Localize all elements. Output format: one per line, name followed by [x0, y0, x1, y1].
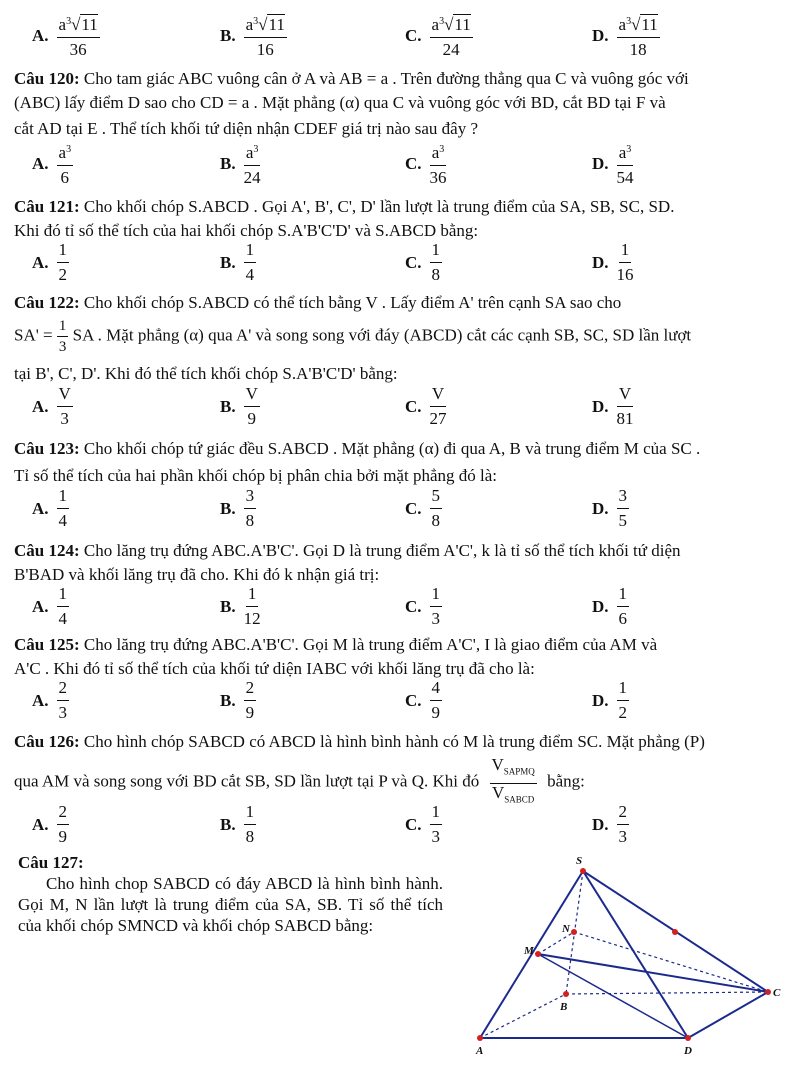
point-m	[535, 951, 541, 957]
q125-line2: A'C . Khi đó tỉ số thể tích của khối tứ diện IABC với khối lăng trụ đã cho là:	[14, 659, 535, 678]
q121-answer-a: A. $\frac{1}{2}$	[32, 240, 68, 284]
q121-answer-d: D. $\frac{1}{16}$	[592, 240, 634, 284]
q120-answers	[0, 140, 800, 200]
q121-answer-c: C. $\frac{1}{8}$	[405, 240, 441, 284]
q125-answer-c: C. $\frac{4}{9}$	[405, 678, 441, 722]
q123-answers	[0, 486, 800, 546]
label-m: M	[524, 945, 534, 957]
q122-line3: tại B', C', D'. Khi đó thể tích khối chóp S.A'B'C'D' bằng:	[14, 364, 398, 383]
q126-answer-d: D. $\frac{2}{3}$	[592, 802, 628, 846]
q121-line2: Khi đó tỉ số thể tích của hai khối chóp S.A'B'C'D' và S.ABCD bằng:	[14, 221, 479, 240]
point-b	[563, 991, 569, 997]
q122-answers	[0, 384, 800, 444]
label-s: S	[576, 855, 583, 867]
q124-line2: B'BAD và khối lăng trụ đã cho. Khi đó k nhận giá trị:	[14, 565, 380, 584]
q123-line1: Câu 123: Cho khối chóp tứ giác đều S.ABCD . Mặt phẳng (α) đi qua A, B và trung điểm M của SC .	[14, 439, 701, 458]
q121-line1: Câu 121: Cho khối chóp S.ABCD . Gọi A', B', C', D' lần lượt là trung điểm của SA, SB, SC, SD.	[14, 197, 675, 216]
q120-answer-b: B. $\frac{a^3}{24}$	[220, 140, 261, 188]
q125-answer-b: B. $\frac{2}{9}$	[220, 678, 255, 722]
point-s	[580, 868, 586, 874]
q124-line1: Câu 124: Cho lăng trụ đứng ABC.A'B'C'. Gọi D là trung điểm A'C', k là tỉ số thể tích khối tứ diện	[14, 541, 681, 560]
label-a: A	[476, 1045, 484, 1057]
point-c	[765, 989, 771, 995]
point-n	[571, 929, 577, 935]
q123-answer-b: B. $\frac{3}{8}$	[220, 486, 255, 530]
label-n: N	[562, 923, 570, 935]
q125-line1: Câu 125: Cho lăng trụ đứng ABC.A'B'C'. Gọi M là trung điểm A'C', I là giao điểm của AM và	[14, 635, 658, 654]
q124-answer-d: D. $\frac{1}{6}$	[592, 584, 628, 628]
q121-answer-b: B. $\frac{1}{4}$	[220, 240, 255, 284]
q120-answer-a: A. $\frac{a^3}{6}$	[32, 140, 73, 188]
q122-answer-b: B. $\frac{V}{9}$	[220, 384, 258, 428]
edge-dc	[688, 992, 768, 1038]
q126-line2: qua AM và song song với BD cắt SB, SD lần lượt tại P và Q. Khi đó $\frac{V_{SAPMQ}}{V_{SABCD}}$ bằng:	[14, 756, 790, 809]
q122-answer-d: D. $\frac{V}{81}$	[592, 384, 634, 428]
q127-heading: Câu 127:	[18, 853, 84, 872]
q127-body: Cho hình chop SABCD có đáy ABCD là hình bình hành. Gọi M, N lần lượt là trung điểm của SA, SB. Tỉ số thể tích của khối chóp SMNCD và khối chóp SABCD bằng:	[18, 874, 443, 935]
top-answer-c: C. $\frac{a^3√11}{24}$	[405, 12, 473, 60]
point-d	[685, 1035, 691, 1041]
q126-answer-a: A. $\frac{2}{9}$	[32, 802, 68, 846]
q127-text	[18, 852, 443, 936]
q120-line3: cắt AD tại E . Thể tích khối tứ diện nhận CDEF giá trị nào sau đây ?	[14, 119, 479, 138]
label-d: D	[684, 1045, 692, 1057]
top-answers	[0, 12, 800, 72]
edge-sd	[583, 871, 688, 1038]
q125-answers	[0, 678, 800, 738]
q123-answer-a: A. $\frac{1}{4}$	[32, 486, 68, 530]
q120-answer-d: D. $\frac{a^3}{54}$	[592, 140, 634, 188]
q120-line1: Câu 120: Cho tam giác ABC vuông cân ở A và AB = a . Trên đường thẳng qua C và vuông góc với	[14, 69, 689, 88]
edge-bc	[566, 992, 768, 994]
q122-line2: SA' = $\frac{1}{3}$ SA . Mặt phẳng (α) qua A' và song song với đáy (ABCD) cắt các cạnh SB, SC, SD lần lượt	[14, 318, 692, 355]
label-b: B	[560, 1001, 568, 1013]
point-midpoint-sc	[672, 929, 678, 935]
q122-answer-c: C. $\frac{V}{27}$	[405, 384, 447, 428]
volume-ratio: $\frac{V_{SAPMQ}}{V_{SABCD}}$	[491, 755, 535, 805]
pyramid-figure	[460, 850, 790, 1065]
label-c: C	[773, 987, 781, 999]
q124-answer-b: B. $\frac{1}{12}$	[220, 584, 261, 628]
q126-line1: Câu 126: Cho hình chóp SABCD có ABCD là hình bình hành có M là trung điểm SC. Mặt phẳng (P)	[14, 732, 705, 751]
q121-answers	[0, 240, 800, 300]
edge-nc	[574, 932, 768, 992]
q122-answer-a: A. $\frac{V}{3}$	[32, 384, 71, 428]
q126-answer-b: B. $\frac{1}{8}$	[220, 802, 255, 846]
top-answer-a: A. $\frac{a^3√11}{36}$	[32, 12, 100, 60]
q120-answer-c: C. $\frac{a^3}{36}$	[405, 140, 447, 188]
q123-line2: Tỉ số thể tích của hai phần khối chóp bị phân chia bởi mặt phẳng đó là:	[14, 466, 497, 485]
point-a	[477, 1035, 483, 1041]
q125-answer-d: D. $\frac{1}{2}$	[592, 678, 628, 722]
q122-line1: Câu 122: Cho khối chóp S.ABCD có thể tích bằng V . Lấy điểm A' trên cạnh SA sao cho	[14, 293, 622, 312]
q126-answer-c: C. $\frac{1}{3}$	[405, 802, 441, 846]
q120-line2: (ABC) lấy điểm D sao cho CD = a . Mặt phẳng (α) qua C và vuông góc với BD, cắt BD tại F và	[14, 93, 666, 112]
top-answer-d: D. $\frac{a^3√11}{18}$	[592, 12, 660, 60]
q125-answer-a: A. $\frac{2}{3}$	[32, 678, 68, 722]
q124-answer-c: C. $\frac{1}{3}$	[405, 584, 441, 628]
q123-answer-c: C. $\frac{5}{8}$	[405, 486, 441, 530]
top-answer-b: B. $\frac{a^3√11}{16}$	[220, 12, 287, 60]
q123-answer-d: D. $\frac{3}{5}$	[592, 486, 628, 530]
q124-answer-a: A. $\frac{1}{4}$	[32, 584, 68, 628]
